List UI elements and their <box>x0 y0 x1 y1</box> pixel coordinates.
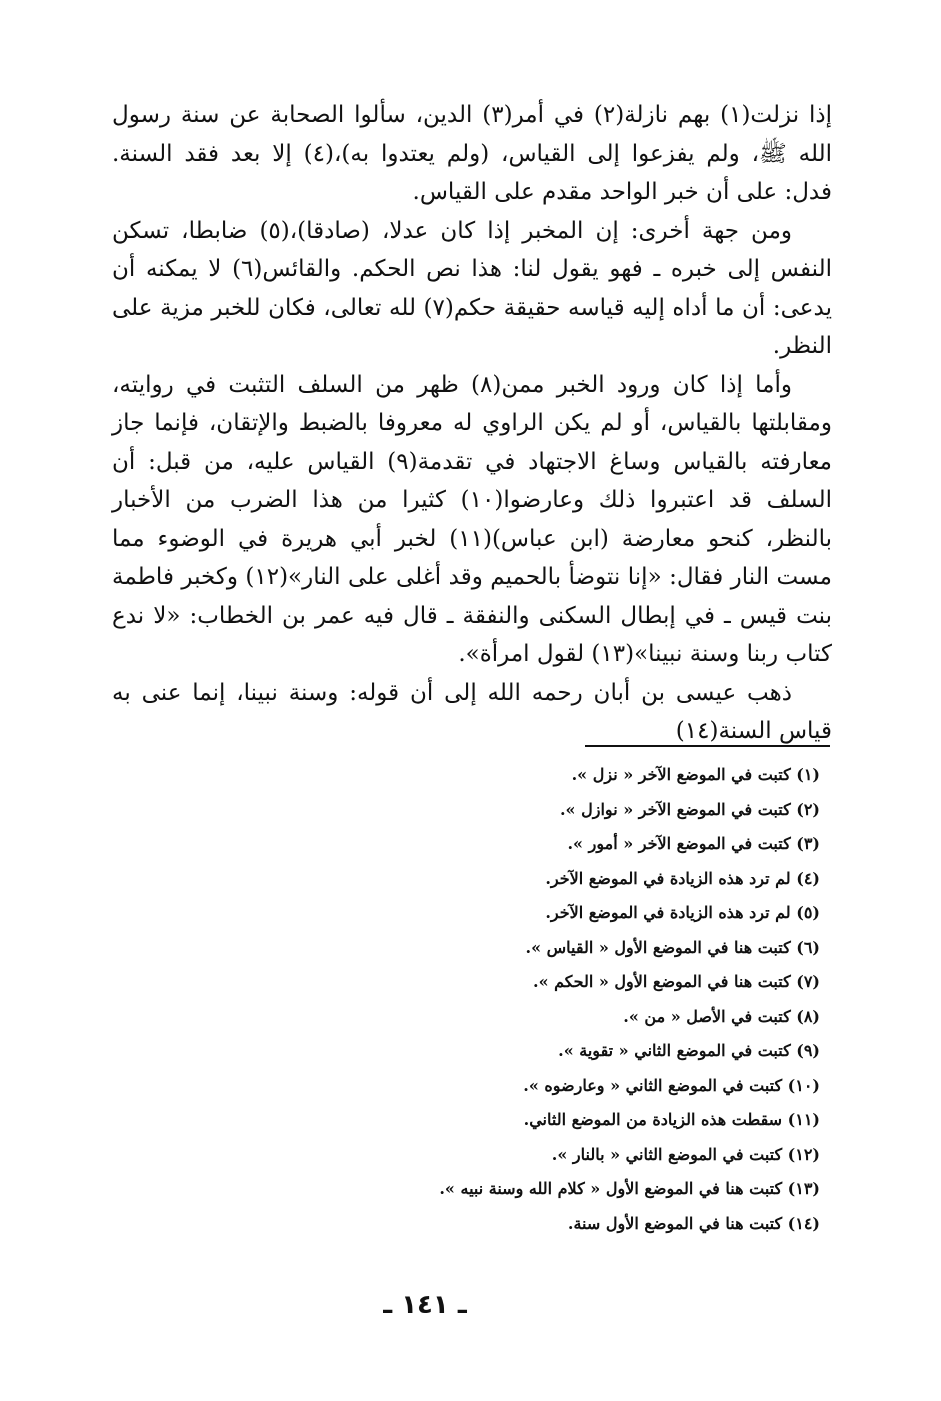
paragraph: ذهب عيسى بن أبان رحمه الله إلى أن قوله: وسنة نبينا، إنما عنى به قياس السنة(١٤) <box>112 679 832 744</box>
footnote: (١٣) كتبت هنا في الموضع الأول « كلام الله وسنة نبيه ». <box>439 1179 820 1198</box>
footnote: (١٤) كتبت هنا في الموضع الأول سنة. <box>567 1213 820 1233</box>
footnote: (١٢) كتبت في الموضع الثاني « بالنار ». <box>551 1144 820 1164</box>
footnote: (٢) كتبت في الموضع الآخر « نوازل ». <box>559 799 820 819</box>
main-text <box>112 96 832 751</box>
footnote: (١١) سقطت هذه الزيادة من الموضع الثاني. <box>523 1110 820 1129</box>
footnotes-list <box>300 758 820 1241</box>
paragraph: وأما إذا كان ورود الخبر ممن(٨) ظهر من السلف التثبت في روايته، ومقابلتها بالقياس، أو لم يكن الراوي له معروفا بالضبط والإتقان، فإنما جاز معارفته بالقياس وساغ الاجتهاد في تقدمة(٩) القياس عليه، من قبل: أن السلف قد اعتبروا ذلك وعارضوا(١٠) كثيرا من هذا الضرب من الأخبار بالنظر، كنحو معارضة (ابن عباس)(١١) لخبر أبي هريرة في الوضوء مما مست النار فقال: «إنا نتوضأ بالحميم وقد أغلى على النار»(١٢) وكخبر فاطمة بنت قيس ـ في إبطال السكنى والنفقة ـ قال فيه عمر بن الخطاب: «لا ندع كتاب ربنا وسنة نبينا»(١٣) لقول امرأة». <box>112 371 832 667</box>
footnote: (٦) كتبت هنا في الموضع الأول « القياس ». <box>525 937 820 957</box>
footnote-divider <box>585 745 830 747</box>
footnote: (٤) لم ترد هذه الزيادة في الموضع الآخر. <box>545 868 820 888</box>
footnote: (١) كتبت في الموضع الآخر « نزل ». <box>571 765 820 784</box>
footnote: (٨) كتبت في الأصل « من ». <box>623 1006 820 1026</box>
footnote: (٧) كتبت هنا في الموضع الأول « الحكم ». <box>533 972 820 991</box>
paragraph: إذا نزلت(١) بهم نازلة(٢) في أمر(٣) الدين، سألوا الصحابة عن سنة رسول الله ﷺ، ولم يفزعوا إلى القياس، (ولم يعتدوا به)،(٤) إلا بعد فقد السنة. فدل: على أن خبر الواحد مقدم على القياس. <box>112 102 833 205</box>
footnote: (٥) لم ترد هذه الزيادة في الموضع الآخر. <box>545 903 820 922</box>
paragraph: ومن جهة أخرى: إن المخبر إذا كان عدلا، (صادقا)،(٥) ضابطا، تسكن النفس إلى خبره ـ فهو يقول لنا: هذا نص الحكم. والقائس(٦) لا يمكنه أن يدعى: أن ما أداه إليه قياسه حقيقة حكم(٧) لله تعالى، فكان للخبر مزية على النظر. <box>112 217 832 359</box>
footnote: (١٠) كتبت في الموضع الثاني « وعارضوه ». <box>523 1075 820 1095</box>
footnote: (٣) كتبت في الموضع الآخر « أمور ». <box>567 834 820 853</box>
footnote: (٩) كتبت في الموضع الثاني « تقوية ». <box>558 1041 820 1060</box>
page-number: ـ ١٤١ ـ <box>383 1290 467 1320</box>
